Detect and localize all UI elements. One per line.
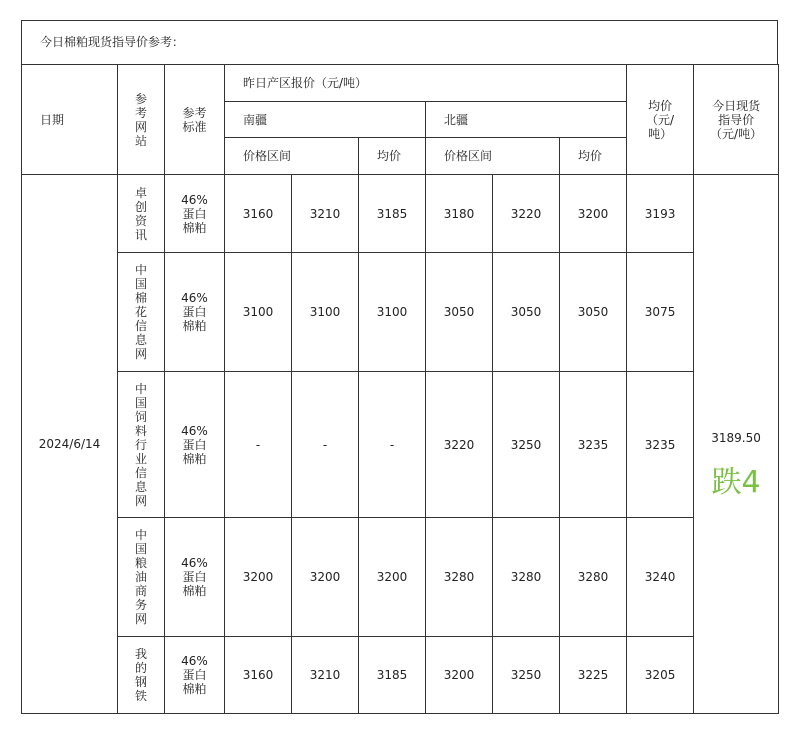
- guide-price-cell: [694, 175, 779, 714]
- north-low-cell: 3280: [426, 518, 493, 637]
- table-row: [22, 253, 779, 372]
- table-row: [22, 637, 779, 714]
- south-low-cell: 3160: [225, 637, 292, 714]
- header-yesterday-price: 昨日产区报价（元/吨）: [225, 65, 627, 102]
- north-low-cell: 3200: [426, 637, 493, 714]
- south-high-cell: 3210: [292, 637, 359, 714]
- guide-price-change: 跌4: [711, 465, 761, 500]
- standard-cell: 46%蛋白棉粕: [165, 637, 225, 714]
- south-avg-cell: -: [359, 372, 426, 518]
- north-high-cell: 3250: [493, 637, 560, 714]
- south-avg-cell: 3100: [359, 253, 426, 372]
- avg-cell: 3205: [627, 637, 694, 714]
- south-low-cell: 3200: [225, 518, 292, 637]
- south-avg-cell: 3185: [359, 637, 426, 714]
- date-cell: 2024/6/14: [22, 175, 118, 714]
- south-low-cell: 3100: [225, 253, 292, 372]
- standard-cell: 46%蛋白棉粕: [165, 518, 225, 637]
- table-row: [22, 175, 779, 253]
- price-table-container: [21, 20, 778, 714]
- header-site: 参考网站: [118, 65, 165, 175]
- south-high-cell: 3200: [292, 518, 359, 637]
- avg-cell: 3193: [627, 175, 694, 253]
- north-avg-cell: 3050: [560, 253, 627, 372]
- table-row: [22, 518, 779, 637]
- north-low-cell: 3220: [426, 372, 493, 518]
- north-high-cell: 3050: [493, 253, 560, 372]
- south-high-cell: 3210: [292, 175, 359, 253]
- header-north-range: 价格区间: [426, 138, 560, 175]
- north-high-cell: 3220: [493, 175, 560, 253]
- south-low-cell: -: [225, 372, 292, 518]
- price-table: [21, 64, 779, 714]
- north-low-cell: 3050: [426, 253, 493, 372]
- north-avg-cell: 3225: [560, 637, 627, 714]
- south-low-cell: 3160: [225, 175, 292, 253]
- south-high-cell: 3100: [292, 253, 359, 372]
- site-cell: 中国粮油商务网: [118, 518, 165, 637]
- north-low-cell: 3180: [426, 175, 493, 253]
- header-north-avg: 均价: [560, 138, 627, 175]
- header-south-avg: 均价: [359, 138, 426, 175]
- standard-cell: 46%蛋白棉粕: [165, 372, 225, 518]
- header-avg-price: 均价（元/吨）: [627, 65, 694, 175]
- table-caption: 今日棉粕现货指导价参考：: [21, 20, 778, 64]
- south-avg-cell: 3200: [359, 518, 426, 637]
- header-south: 南疆: [225, 102, 426, 138]
- south-avg-cell: 3185: [359, 175, 426, 253]
- north-avg-cell: 3235: [560, 372, 627, 518]
- standard-cell: 46%蛋白棉粕: [165, 175, 225, 253]
- north-high-cell: 3280: [493, 518, 560, 637]
- standard-cell: 46%蛋白棉粕: [165, 253, 225, 372]
- header-date: 日期: [22, 65, 118, 175]
- header-south-range: 价格区间: [225, 138, 359, 175]
- header-guide-price: 今日现货指导价（元/吨）: [694, 65, 779, 175]
- avg-cell: 3075: [627, 253, 694, 372]
- north-avg-cell: 3280: [560, 518, 627, 637]
- avg-cell: 3240: [627, 518, 694, 637]
- site-cell: 中国饲料行业信息网: [118, 372, 165, 518]
- site-cell: 卓创资讯: [118, 175, 165, 253]
- north-avg-cell: 3200: [560, 175, 627, 253]
- site-cell: 我的钢铁: [118, 637, 165, 714]
- header-north: 北疆: [426, 102, 627, 138]
- guide-price-value: 3189.50: [711, 431, 761, 445]
- south-high-cell: -: [292, 372, 359, 518]
- site-cell: 中国棉花信息网: [118, 253, 165, 372]
- north-high-cell: 3250: [493, 372, 560, 518]
- table-row: [22, 372, 779, 518]
- avg-cell: 3235: [627, 372, 694, 518]
- header-standard: 参考标准: [165, 65, 225, 175]
